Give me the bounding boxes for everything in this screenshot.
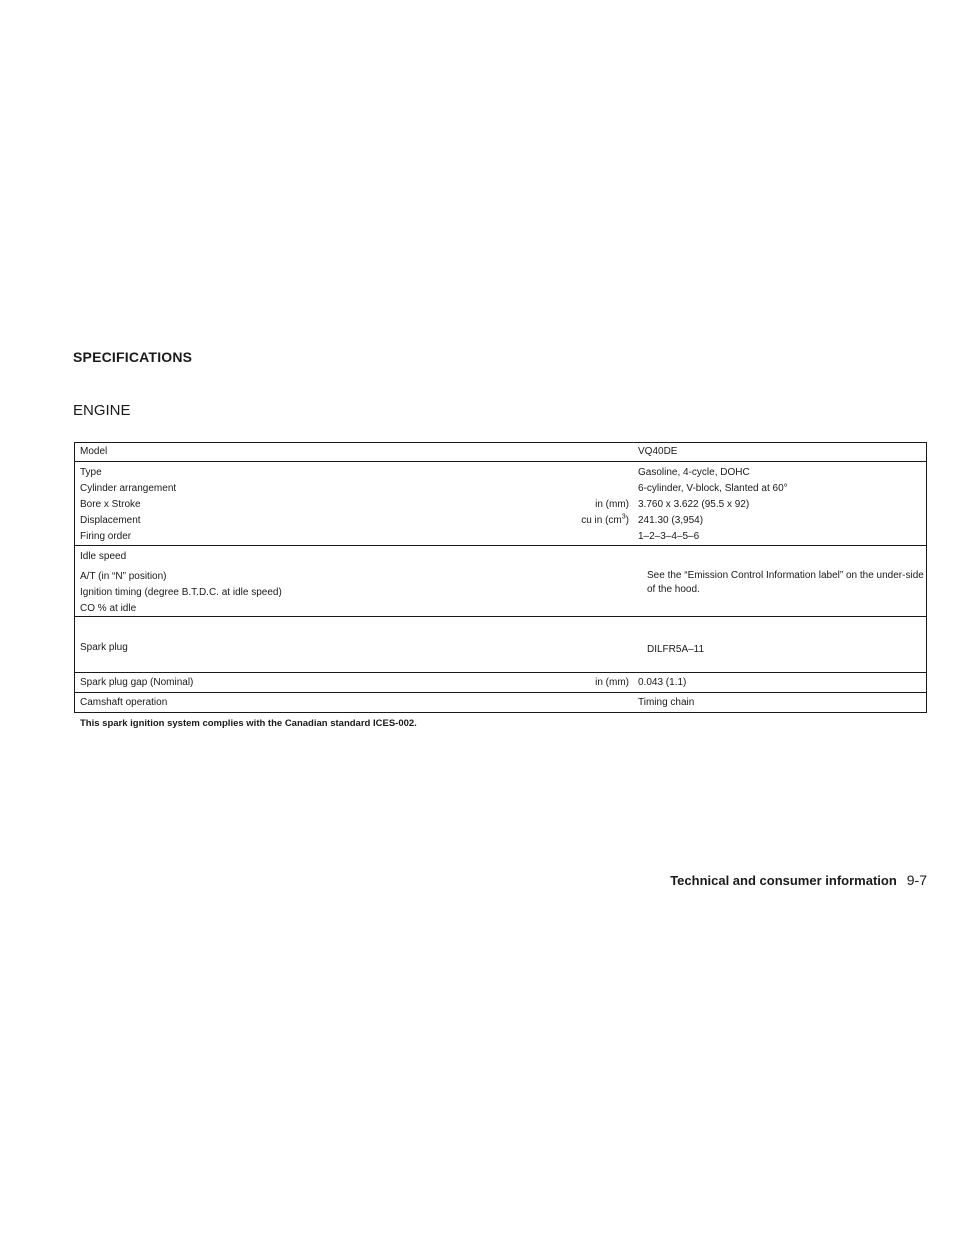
row-label: Bore x Stroke <box>80 499 141 510</box>
row-label: Camshaft operation <box>80 697 168 708</box>
row-label: CO % at idle <box>80 603 137 614</box>
page-number: 9-7 <box>906 872 927 888</box>
row-unit <box>505 465 638 481</box>
table-row <box>75 444 926 460</box>
page-footer <box>670 872 927 888</box>
table-row <box>75 549 926 565</box>
row-label: Idle speed <box>80 551 127 562</box>
table-row <box>75 695 926 711</box>
unit-superscript: 3 <box>621 513 626 521</box>
row-label: Displacement <box>80 515 141 526</box>
unit-suffix: ) <box>625 515 629 526</box>
table-group-spark-plug <box>75 616 926 672</box>
row-label: Spark plug <box>80 642 128 653</box>
row-value: 3.760 x 3.622 (95.5 x 92) <box>638 499 750 510</box>
row-unit <box>505 529 638 545</box>
table-group-idle <box>75 545 926 616</box>
row-unit <box>505 513 638 529</box>
row-label: A/T (in “N” position) <box>80 571 167 582</box>
row-value: Timing chain <box>638 697 695 708</box>
table-row <box>75 497 926 513</box>
table-group-engine <box>75 461 926 545</box>
subsection-title: ENGINE <box>73 402 131 419</box>
table-row <box>75 513 926 529</box>
row-label: Ignition timing (degree B.T.D.C. at idle speed) <box>80 587 282 598</box>
table-group-plug-gap <box>75 672 926 692</box>
row-label: Spark plug gap (Nominal) <box>80 677 194 688</box>
row-unit <box>505 444 638 460</box>
row-value: Gasoline, 4-cycle, DOHC <box>638 467 750 478</box>
row-value: 6-cylinder, V-block, Slanted at 60° <box>638 483 788 494</box>
row-value: 1–2–3–4–5–6 <box>638 531 700 542</box>
row-label: Model <box>80 446 108 457</box>
table-row <box>75 481 926 497</box>
row-label: Type <box>80 467 102 478</box>
row-unit: in (mm) <box>595 499 629 510</box>
compliance-footnote: This spark ignition system complies with the Canadian standard ICES-002. <box>80 718 417 729</box>
table-group-camshaft <box>75 692 926 712</box>
table-row <box>75 529 926 545</box>
row-value: DILFR5A–11 <box>647 644 705 655</box>
row-value: 241.30 (3,954) <box>638 515 704 526</box>
table-group-model <box>75 443 926 461</box>
row-label: Cylinder arrangement <box>80 483 177 494</box>
unit-prefix: cu in (cm <box>581 515 622 526</box>
row-value: 0.043 (1.1) <box>638 677 687 688</box>
row-value: VQ40DE <box>638 446 678 457</box>
row-label: Firing order <box>80 531 132 542</box>
row-unit <box>505 695 638 711</box>
footer-section-title: Technical and consumer information <box>670 873 897 888</box>
table-row <box>75 601 926 617</box>
row-unit <box>505 481 638 497</box>
table-row <box>75 465 926 481</box>
engine-spec-table <box>74 442 927 713</box>
table-row <box>75 675 926 691</box>
row-unit: in (mm) <box>595 677 629 688</box>
section-title: SPECIFICATIONS <box>73 349 193 365</box>
idle-value-note: See the “Emission Control Information label” on the under-side of the hood. <box>647 570 924 595</box>
